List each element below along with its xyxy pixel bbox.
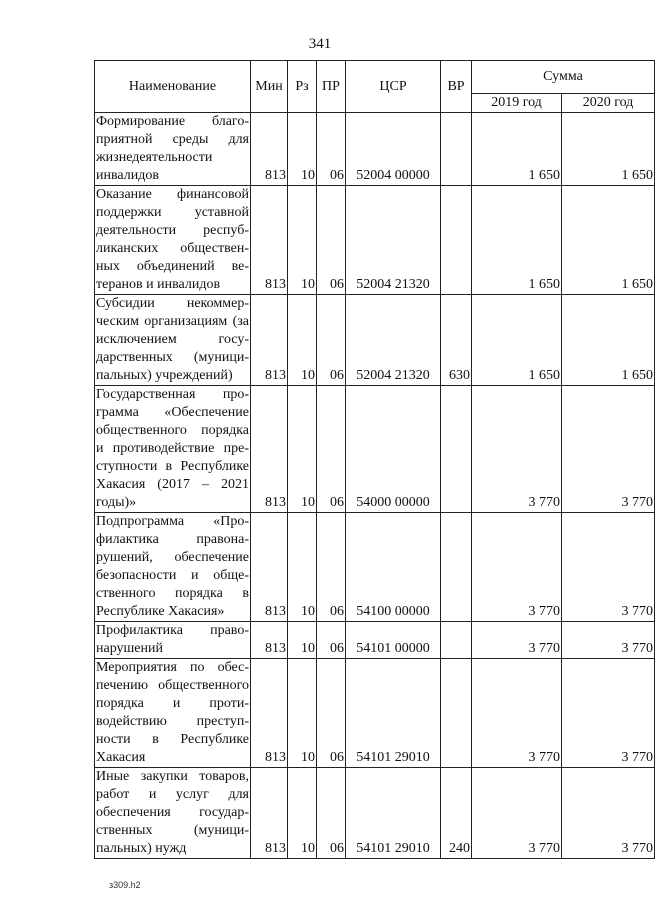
row-vr: 630 <box>441 295 472 386</box>
table-row <box>95 768 655 859</box>
table-row <box>95 513 655 622</box>
row-name: Субсидии некоммерческим организациям (за исключением государственных (муниципальных) учреждений) <box>95 295 251 386</box>
row-csr: 52004 21320 <box>346 295 441 386</box>
row-min: 813 <box>251 768 288 859</box>
row-pr: 06 <box>317 295 346 386</box>
row-sum-2020: 1 650 <box>562 295 655 386</box>
row-sum-2019: 1 650 <box>472 113 562 186</box>
row-pr: 06 <box>317 513 346 622</box>
budget-table <box>94 60 655 859</box>
table-row <box>95 113 655 186</box>
row-vr: 240 <box>441 768 472 859</box>
header-min: Мин <box>251 61 288 113</box>
row-rz: 10 <box>288 513 317 622</box>
row-name: Профилактика правонарушений <box>95 622 251 659</box>
row-rz: 10 <box>288 622 317 659</box>
row-sum-2020: 3 770 <box>562 513 655 622</box>
row-min: 813 <box>251 659 288 768</box>
table-row <box>95 622 655 659</box>
row-sum-2019: 1 650 <box>472 295 562 386</box>
row-vr <box>441 513 472 622</box>
row-name: Формирование благоприятной среды для жизнедеятельности инвалидов <box>95 113 251 186</box>
row-rz: 10 <box>288 386 317 513</box>
row-sum-2020: 1 650 <box>562 186 655 295</box>
table-row <box>95 295 655 386</box>
row-csr: 54101 29010 <box>346 659 441 768</box>
row-vr <box>441 113 472 186</box>
row-pr: 06 <box>317 186 346 295</box>
header-year-2019: 2019 год <box>472 94 562 113</box>
row-name: Подпрограмма «Профилактика правонарушений, обеспечение безопасности и общественного порядка в Республике Хакасия» <box>95 513 251 622</box>
row-rz: 10 <box>288 768 317 859</box>
header-year-2020: 2020 год <box>562 94 655 113</box>
row-csr: 54101 00000 <box>346 622 441 659</box>
row-sum-2019: 3 770 <box>472 768 562 859</box>
page-number: 341 <box>308 36 332 52</box>
row-vr <box>441 659 472 768</box>
header-sum: Сумма <box>472 61 655 94</box>
row-min: 813 <box>251 386 288 513</box>
row-sum-2020: 3 770 <box>562 622 655 659</box>
row-sum-2020: 3 770 <box>562 768 655 859</box>
row-name: Иные закупки товаров, работ и услуг для обеспечения госудаpственных (муниципальных) нужд <box>95 768 251 859</box>
row-sum-2019: 3 770 <box>472 622 562 659</box>
row-rz: 10 <box>288 113 317 186</box>
row-csr: 54101 29010 <box>346 768 441 859</box>
row-sum-2019: 3 770 <box>472 659 562 768</box>
row-rz: 10 <box>288 659 317 768</box>
row-name: Оказание финансовой поддержки уставной деятельности республиканских общественных объединений ветеранов и инвалидов <box>95 186 251 295</box>
header-rz: Рз <box>288 61 317 113</box>
row-min: 813 <box>251 513 288 622</box>
row-pr: 06 <box>317 768 346 859</box>
row-rz: 10 <box>288 186 317 295</box>
row-csr: 52004 00000 <box>346 113 441 186</box>
header-name: Наименование <box>95 61 251 113</box>
row-min: 813 <box>251 113 288 186</box>
row-vr <box>441 622 472 659</box>
row-min: 813 <box>251 295 288 386</box>
header-csr: ЦСР <box>346 61 441 113</box>
row-sum-2020: 3 770 <box>562 386 655 513</box>
row-pr: 06 <box>317 659 346 768</box>
row-pr: 06 <box>317 113 346 186</box>
footer-code: з309.h2 <box>109 880 141 890</box>
header-vr: ВР <box>441 61 472 113</box>
row-pr: 06 <box>317 622 346 659</box>
row-sum-2019: 1 650 <box>472 186 562 295</box>
row-sum-2019: 3 770 <box>472 386 562 513</box>
row-min: 813 <box>251 186 288 295</box>
table-row <box>95 659 655 768</box>
row-csr: 54000 00000 <box>346 386 441 513</box>
row-rz: 10 <box>288 295 317 386</box>
row-vr <box>441 186 472 295</box>
row-sum-2020: 3 770 <box>562 659 655 768</box>
row-pr: 06 <box>317 386 346 513</box>
row-name: Мероприятия по обеспечению общественного порядка и противодействию преступности в Республике Хакасия <box>95 659 251 768</box>
row-name: Государственная программа «Обеспечение общественного порядка и противодействие преступности в Республике Хакасия (2017 – 2021 годы)» <box>95 386 251 513</box>
row-sum-2019: 3 770 <box>472 513 562 622</box>
row-vr <box>441 386 472 513</box>
table-row <box>95 386 655 513</box>
table-row <box>95 186 655 295</box>
header-pr: ПР <box>317 61 346 113</box>
row-csr: 54100 00000 <box>346 513 441 622</box>
row-csr: 52004 21320 <box>346 186 441 295</box>
row-sum-2020: 1 650 <box>562 113 655 186</box>
row-min: 813 <box>251 622 288 659</box>
